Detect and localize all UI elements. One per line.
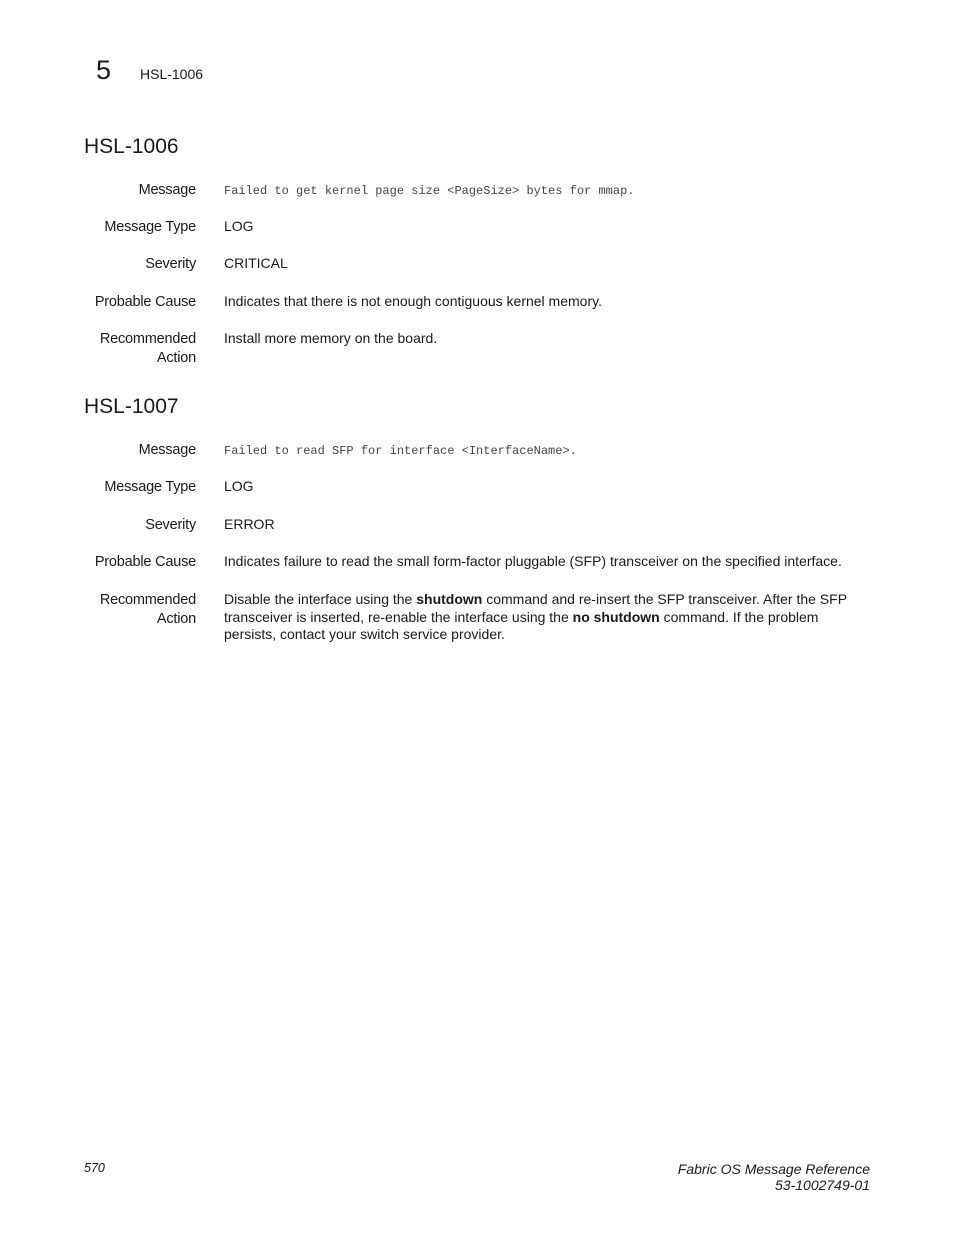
chapter-number: 5 (96, 55, 112, 85)
command-no-shutdown: no shutdown (572, 608, 660, 625)
action-text-part: Disable the interface using the (224, 591, 417, 607)
page-number: 570 (84, 1161, 105, 1175)
recommended-action-label (100, 591, 196, 629)
doc-number: 53-1002749-01 (775, 1177, 870, 1193)
section-title-hsl-1006: HSL-1006 (84, 135, 179, 158)
recommended-action-label (100, 330, 196, 368)
probable-cause-text: Indicates that there is not enough contiguous kernel memory. (224, 293, 602, 309)
severity-label: Severity (145, 517, 196, 533)
action-text-part: command. If the problem persists, contact your switch service provider. (224, 608, 819, 642)
recommended-label-line1: Recommended (99, 592, 196, 608)
message-label: Message (138, 182, 196, 198)
recommended-action-text: Install more memory on the board. (224, 330, 438, 346)
recommended-action-text (224, 591, 874, 644)
footer-doc-info (678, 1161, 870, 1193)
probable-cause-label: Probable Cause (94, 554, 196, 570)
message-text: Failed to get kernel page size <PageSize> bytes for mmap. (224, 184, 635, 198)
doc-title: Fabric OS Message Reference (677, 1161, 870, 1177)
recommended-label-line2: Action (156, 611, 196, 627)
action-text-part: command and re-insert the SFP transceiver. After the SFP transceiver is inserted, re-enable the interface using the (224, 591, 847, 625)
severity-label: Severity (145, 256, 196, 272)
severity-value: ERROR (224, 516, 275, 532)
probable-cause-text: Indicates failure to read the small form-factor pluggable (SFP) transceiver on the specified interface. (224, 553, 842, 569)
message-type-label: Message Type (104, 219, 196, 235)
command-shutdown: shutdown (416, 591, 483, 607)
recommended-label-line2: Action (156, 350, 196, 366)
section-title-hsl-1007: HSL-1007 (84, 395, 179, 418)
message-text: Failed to read SFP for interface <InterfaceName>. (224, 444, 577, 458)
recommended-label-line1: Recommended (99, 331, 196, 347)
running-head: HSL-1006 (140, 66, 204, 82)
message-type-value: LOG (224, 218, 254, 234)
severity-value: CRITICAL (224, 255, 288, 271)
message-label: Message (138, 442, 196, 458)
message-type-label: Message Type (104, 479, 196, 495)
message-type-value: LOG (224, 478, 254, 494)
probable-cause-label: Probable Cause (94, 294, 196, 310)
